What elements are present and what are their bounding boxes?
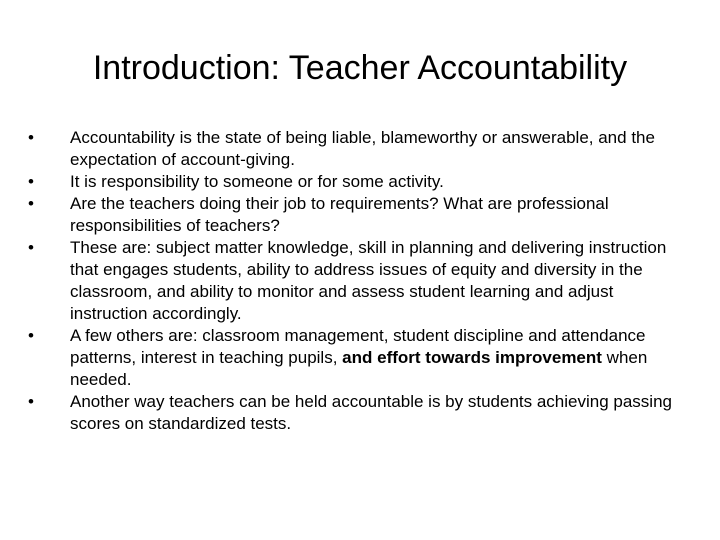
bullet-item-responsibility <box>28 171 692 193</box>
slide-title: Introduction: Teacher Accountability <box>92 49 628 87</box>
bullet-item-question <box>28 193 692 237</box>
bullet-text-bold: and effort towards improvement <box>342 348 602 367</box>
bullet-text: Another way teachers can be held accountable is by students achieving passing scores on standardized tests. <box>70 392 672 433</box>
bullet-text-after: when needed. <box>70 348 648 389</box>
bullet-item-others <box>28 325 692 391</box>
bullet-list <box>28 127 692 435</box>
bullet-icon: • <box>28 128 34 147</box>
bullet-icon: • <box>28 172 34 191</box>
bullet-text: It is responsibility to someone or for some activity. <box>70 172 444 191</box>
bullet-text: Are the teachers doing their job to requirements? What are professional responsibilities of teachers? <box>70 194 609 235</box>
bullet-text: These are: subject matter knowledge, skill in planning and delivering instruction that engages students, ability to address issues of equity and diversity in the classroom, and ability to monitor and assess student learning and adjust instruction accordingly. <box>70 238 667 323</box>
bullet-icon: • <box>28 392 34 411</box>
bullet-icon: • <box>28 238 34 257</box>
bullet-icon: • <box>28 194 34 213</box>
bullet-item-definition <box>28 127 692 171</box>
bullet-text: Accountability is the state of being liable, blameworthy or answerable, and the expectation of account-giving. <box>70 128 655 169</box>
bullet-icon: • <box>28 326 34 345</box>
bullet-item-standardized-tests <box>28 391 692 435</box>
bullet-item-responsibilities-list <box>28 237 692 325</box>
bullet-text-before: A few others are: classroom management, student discipline and attendance patterns, interest in teaching pupils, <box>70 326 646 367</box>
